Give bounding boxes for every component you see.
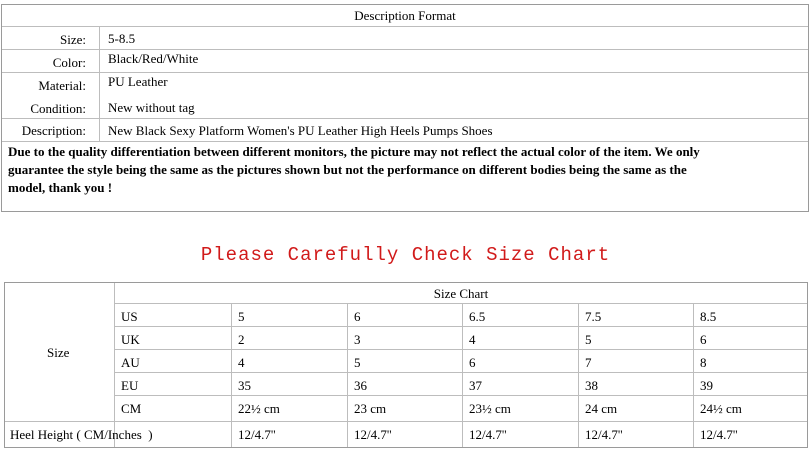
- divider: [114, 395, 807, 396]
- description-title: Description Format: [354, 8, 456, 23]
- size-chart-heading: Please Carefully Check Size Chart: [200, 244, 611, 266]
- size-cell: 24 cm: [585, 401, 618, 416]
- size-cell: 2: [238, 332, 245, 347]
- heel-height-label: Heel Height ( CM/Inches ): [10, 427, 153, 442]
- system-label: EU: [121, 378, 139, 393]
- size-cell: 7: [585, 355, 592, 370]
- size-label: Size:: [60, 32, 86, 47]
- size-cell: 35: [238, 378, 251, 393]
- heel-cell: 12/4.7'': [238, 427, 276, 442]
- divider: [5, 421, 807, 422]
- size-cell: 6: [354, 309, 361, 324]
- heel-cell: 12/4.7'': [585, 427, 623, 442]
- size-cell: 4: [469, 332, 476, 347]
- size-cell: 39: [700, 378, 713, 393]
- divider: [2, 26, 808, 27]
- heel-cell: 12/4.7'': [354, 427, 392, 442]
- material-value: PU Leather: [108, 74, 168, 89]
- size-cell: 22½ cm: [238, 401, 280, 416]
- size-cell: 23 cm: [354, 401, 387, 416]
- material-label: Material:: [38, 78, 86, 93]
- divider: [462, 303, 463, 447]
- disclaimer-line: guarantee the style being the same as the pictures shown but not the performance on different bodies being the same as the: [8, 162, 687, 177]
- size-cell: 7.5: [585, 309, 602, 324]
- size-cell: 6: [469, 355, 476, 370]
- size-side-label: Size: [47, 345, 70, 360]
- divider: [114, 349, 807, 350]
- size-cell: 8.5: [700, 309, 717, 324]
- divider: [2, 118, 808, 119]
- size-cell: 8: [700, 355, 707, 370]
- heel-cell: 12/4.7'': [469, 427, 507, 442]
- size-cell: 5: [354, 355, 361, 370]
- size-cell: 38: [585, 378, 598, 393]
- system-label: UK: [121, 332, 140, 347]
- size-value: 5-8.5: [108, 31, 136, 46]
- divider: [578, 303, 579, 447]
- disclaimer-note: [8, 143, 798, 197]
- size-chart-table: [4, 282, 808, 448]
- divider: [99, 26, 100, 141]
- divider: [114, 326, 807, 327]
- description-value: New Black Sexy Platform Women's PU Leather High Heels Pumps Shoes: [108, 123, 493, 138]
- divider: [2, 49, 808, 50]
- size-cell: 24½ cm: [700, 401, 742, 416]
- condition-value: New without tag: [108, 100, 195, 115]
- disclaimer-line: Due to the quality differentiation between different monitors, the picture may not reflect the actual color of the item. We only: [8, 144, 700, 159]
- system-label: CM: [121, 401, 142, 416]
- heel-cell: 12/4.7'': [700, 427, 738, 442]
- divider: [347, 303, 348, 447]
- description-table: [1, 4, 809, 212]
- size-cell: 6: [700, 332, 707, 347]
- system-label: US: [121, 309, 138, 324]
- system-label: AU: [121, 355, 140, 370]
- size-cell: 5: [585, 332, 592, 347]
- divider: [2, 72, 808, 73]
- divider: [114, 303, 807, 304]
- divider: [114, 372, 807, 373]
- size-cell: 4: [238, 355, 245, 370]
- size-cell: 6.5: [469, 309, 486, 324]
- divider: [114, 283, 115, 447]
- divider: [2, 141, 808, 142]
- size-cell: 23½ cm: [469, 401, 511, 416]
- size-chart-title: Size Chart: [433, 286, 489, 301]
- condition-label: Condition:: [30, 101, 86, 116]
- color-value: Black/Red/White: [108, 51, 199, 66]
- divider: [693, 303, 694, 447]
- size-cell: 3: [354, 332, 361, 347]
- size-cell: 5: [238, 309, 245, 324]
- divider: [231, 303, 232, 447]
- description-label: Description:: [21, 123, 86, 138]
- size-cell: 37: [469, 378, 482, 393]
- size-cell: 36: [354, 378, 367, 393]
- color-label: Color:: [52, 55, 86, 70]
- disclaimer-line: model, thank you !: [8, 180, 113, 195]
